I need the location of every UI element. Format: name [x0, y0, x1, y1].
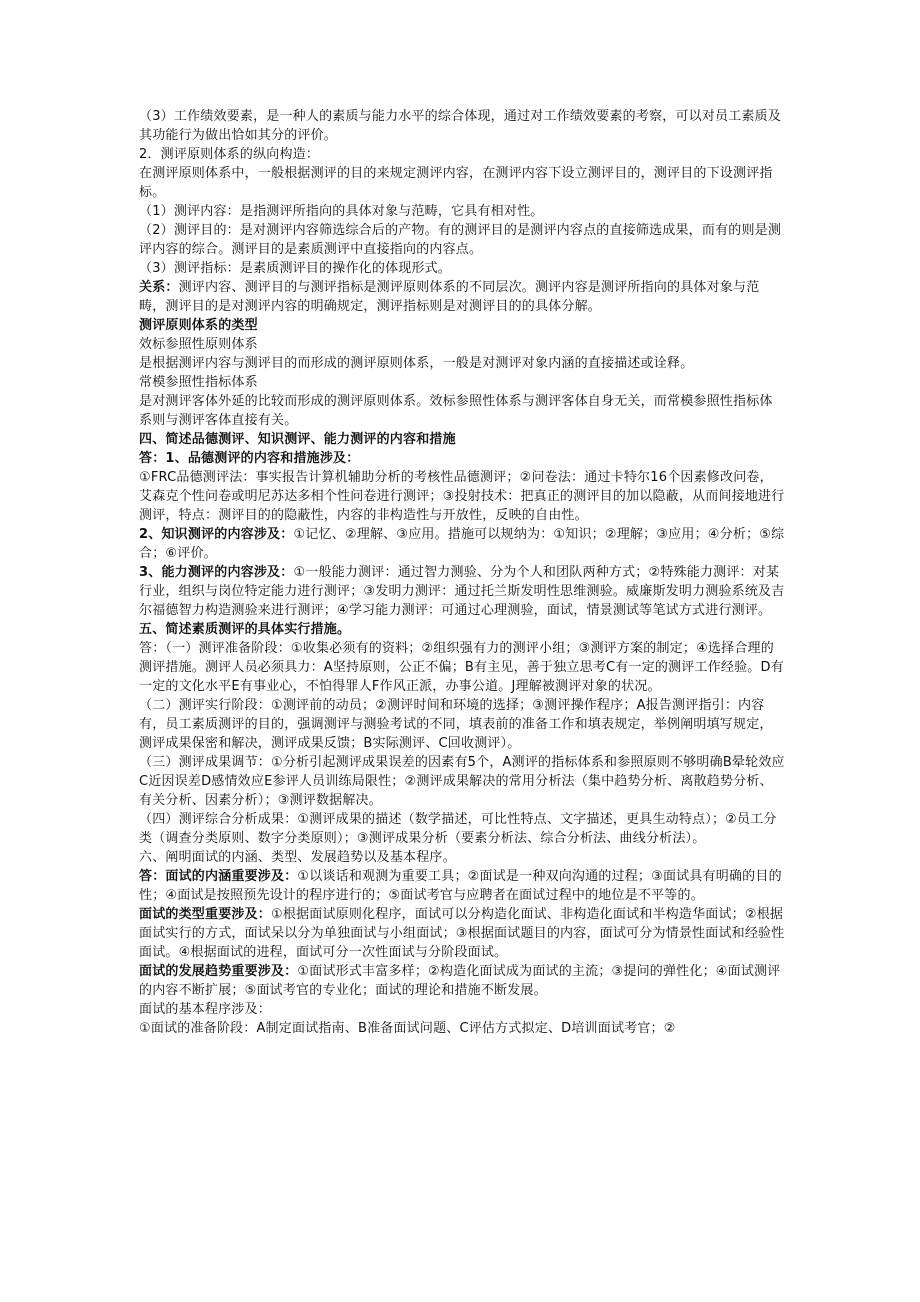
- paragraph-text: 在测评原则体系中，一般根据测评的目的来规定测评内容，在测评内容下设立测评目的，测评目的下设测评指标。: [139, 166, 773, 200]
- paragraph: [139, 525, 785, 563]
- paragraph: [139, 449, 785, 468]
- paragraph: [139, 202, 785, 221]
- paragraph-text: 答：（一）测评准备阶段：①收集必须有的资料；②组织强有力的测评小组；③测评方案的制定；④选择合理的测评措施。测评人员必须具力：A坚持原则，公正不偏；B有主见，善于独立思考C有一定的测评工作经验。D有一定的文化水平E有事业心，不怕得罪人F作风正派，办事公道。J理解被测评对象的状况。: [139, 641, 784, 694]
- paragraph-text: ①面试的准备阶段：A制定面试指南、B准备面试问题、C评估方式拟定、D培训面试考官；②: [139, 1021, 676, 1036]
- paragraph-text: （3）工作绩效要素，是一种人的素质与能力水平的综合体现，通过对工作绩效要素的考察，可以对员工素质及其功能行为做出恰如其分的评价。: [139, 109, 782, 143]
- paragraph-lead: 答：1、品德测评的内容和措施涉及：: [139, 451, 360, 466]
- paragraph-text: （2）测评目的：是对测评内容筛选综合后的产物。有的测评目的是测评内容点的直接筛选成果，而有的则是测评内容的综合。测评目的是素质测评中直接指向的内容点。: [139, 223, 782, 257]
- paragraph: [139, 753, 785, 810]
- paragraph-text: （三）测评成果调节：①分析引起测评成果误差的因素有5个，A测评的指标体系和参照原则不够明确B晕轮效应C近因误差D感情效应E参评人员训练局限性；②测评成果解决的常用分析法（集中趋势分析、离散趋势分析、有关分析、因素分析）；③测评数据解决。: [139, 755, 785, 808]
- paragraph-lead: 面试的发展趋势重要涉及：: [139, 964, 298, 979]
- paragraph: [139, 278, 785, 316]
- paragraph: [139, 848, 785, 867]
- paragraph-text: （3）测评指标：是素质测评目的操作化的体现形式。: [139, 261, 452, 276]
- paragraph: [139, 696, 785, 753]
- paragraph: [139, 392, 785, 430]
- paragraph-text: 效标参照性原则体系: [139, 337, 258, 352]
- paragraph-text: （四）测评综合分析成果：①测评成果的描述（数学描述，可比性特点、文字描述，更具生动特点）；②员工分类（调查分类原则、数字分类原则）；③测评成果分析（要素分析法、综合分析法、曲线分析法）。: [139, 812, 777, 846]
- paragraph: [139, 563, 785, 620]
- paragraph-lead: 3、能力测评的内容涉及：: [139, 565, 294, 580]
- paragraph-lead: 关系：: [139, 280, 179, 295]
- paragraph: [139, 259, 785, 278]
- paragraph-text: 是对测评客体外延的比较而形成的测评原则体系。效标参照性体系与测评客体自身无关，而常模参照性指标体系则与测评客体直接有关。: [139, 394, 773, 428]
- paragraph: [139, 810, 785, 848]
- paragraph: [139, 639, 785, 696]
- paragraph-text: ①面试形式丰富多样；②构造化面试成为面试的主流；③提问的弹性化；④面试测评的内容不断扩展；⑤面试考官的专业化；面试的理论和措施不断发展。: [139, 964, 781, 998]
- paragraph: [139, 164, 785, 202]
- paragraph: [139, 468, 785, 525]
- paragraph: [139, 145, 785, 164]
- paragraph-lead: 2、知识测评的内容涉及：: [139, 527, 294, 542]
- paragraph: [139, 430, 785, 449]
- paragraph: [139, 107, 785, 145]
- paragraph: [139, 962, 785, 1000]
- paragraph: [139, 867, 785, 905]
- paragraph-text: 面试的基本程序涉及：: [139, 1002, 272, 1017]
- paragraph-text: ①以谈话和观测为重要工具；②面试是一种双向沟通的过程；③面试具有明确的目的性；④面试是按照预先设计的程序进行的；⑤面试考官与应聘者在面试过程中的地位是不平等的。: [139, 869, 782, 903]
- paragraph-text: 2．测评原则体系的纵向构造：: [139, 147, 320, 162]
- paragraph-text: ①FRC品德测评法：事实报告计算机辅助分析的考核性品德测评；②问卷法：通过卡特尔16个因素修改问卷，艾森克个性问卷或明尼苏达多相个性问卷进行测评；③投射技术：把真正的测评目的加以隐蔽，从而间接地进行测评，特点：测评目的的隐蔽性，内容的非构造性与开放性，反映的自由性。: [139, 470, 785, 523]
- paragraph-lead: 答：面试的内涵重要涉及：: [139, 869, 298, 884]
- paragraph: [139, 905, 785, 962]
- paragraph: [139, 354, 785, 373]
- paragraph: [139, 373, 785, 392]
- document-page: [139, 107, 785, 1038]
- paragraph-text: （1）测评内容：是指测评所指向的具体对象与范畴，它具有相对性。: [139, 204, 544, 219]
- paragraph: [139, 620, 785, 639]
- paragraph: [139, 335, 785, 354]
- paragraph-lead: 五、简述素质测评的具体实行措施。: [139, 622, 351, 637]
- paragraph-text: ①根据面试原则化程序，面试可以分构造化面试、非构造化面试和半构造华面试；②根据面试实行的方式，面试呆以分为单独面试与小组面试；③根据面试题目的内容，面试可分为情景性面试和经验性面试。④根据面试的进程，面试可分一次性面试与分阶段面试。: [139, 907, 785, 960]
- paragraph-text: （二）测评实行阶段：①测评前的动员；②测评时间和环境的选择；③测评操作程序；A报告测评指引：内容有，员工素质测评的目的，强调测评与测验考试的不同，填表前的准备工作和填表规定，举例阐明填写规定，测评成果保密和解决，测评成果反馈；B实际测评、C回收测评）。: [139, 698, 773, 751]
- paragraph-text: ①一般能力测评：通过智力测验、分为个人和团队两种方式；②特殊能力测评：对某行业，组织与岗位特定能力进行测评；③发明力测评：通过托兰斯发明性思维测验。威廉斯发明力测验系统及吉尔福德智力构造测验来进行测评；④学习能力测评：可通过心理测验，面试，情景测试等笔试方式进行测评。: [139, 565, 785, 618]
- paragraph-lead: 面试的类型重要涉及：: [139, 907, 272, 922]
- paragraph-text: 六、阐明面试的内涵、类型、发展趋势以及基本程序。: [139, 850, 456, 865]
- paragraph: [139, 1000, 785, 1019]
- paragraph-text: 是根据测评内容与测评目的而形成的测评原则体系，一般是对测评对象内涵的直接描述或诠释。: [139, 356, 694, 371]
- paragraph-text: ①记忆、②理解、③应用。措施可以规纳为：①知识；②理解；③应用；④分析；⑤综合；⑥评价。: [139, 527, 785, 561]
- paragraph: [139, 1019, 785, 1038]
- paragraph: [139, 316, 785, 335]
- paragraph: [139, 221, 785, 259]
- paragraph-text: 常模参照性指标体系: [139, 375, 258, 390]
- paragraph-lead: 测评原则体系的类型: [139, 318, 258, 333]
- paragraph-lead: 四、简述品德测评、知识测评、能力测评的内容和措施: [139, 432, 456, 447]
- paragraph-text: 测评内容、测评目的与测评指标是测评原则体系的不同层次。测评内容是测评所指向的具体对象与范畴，测评目的是对测评内容的明确规定，测评指标则是对测评目的的具体分解。: [139, 280, 760, 314]
